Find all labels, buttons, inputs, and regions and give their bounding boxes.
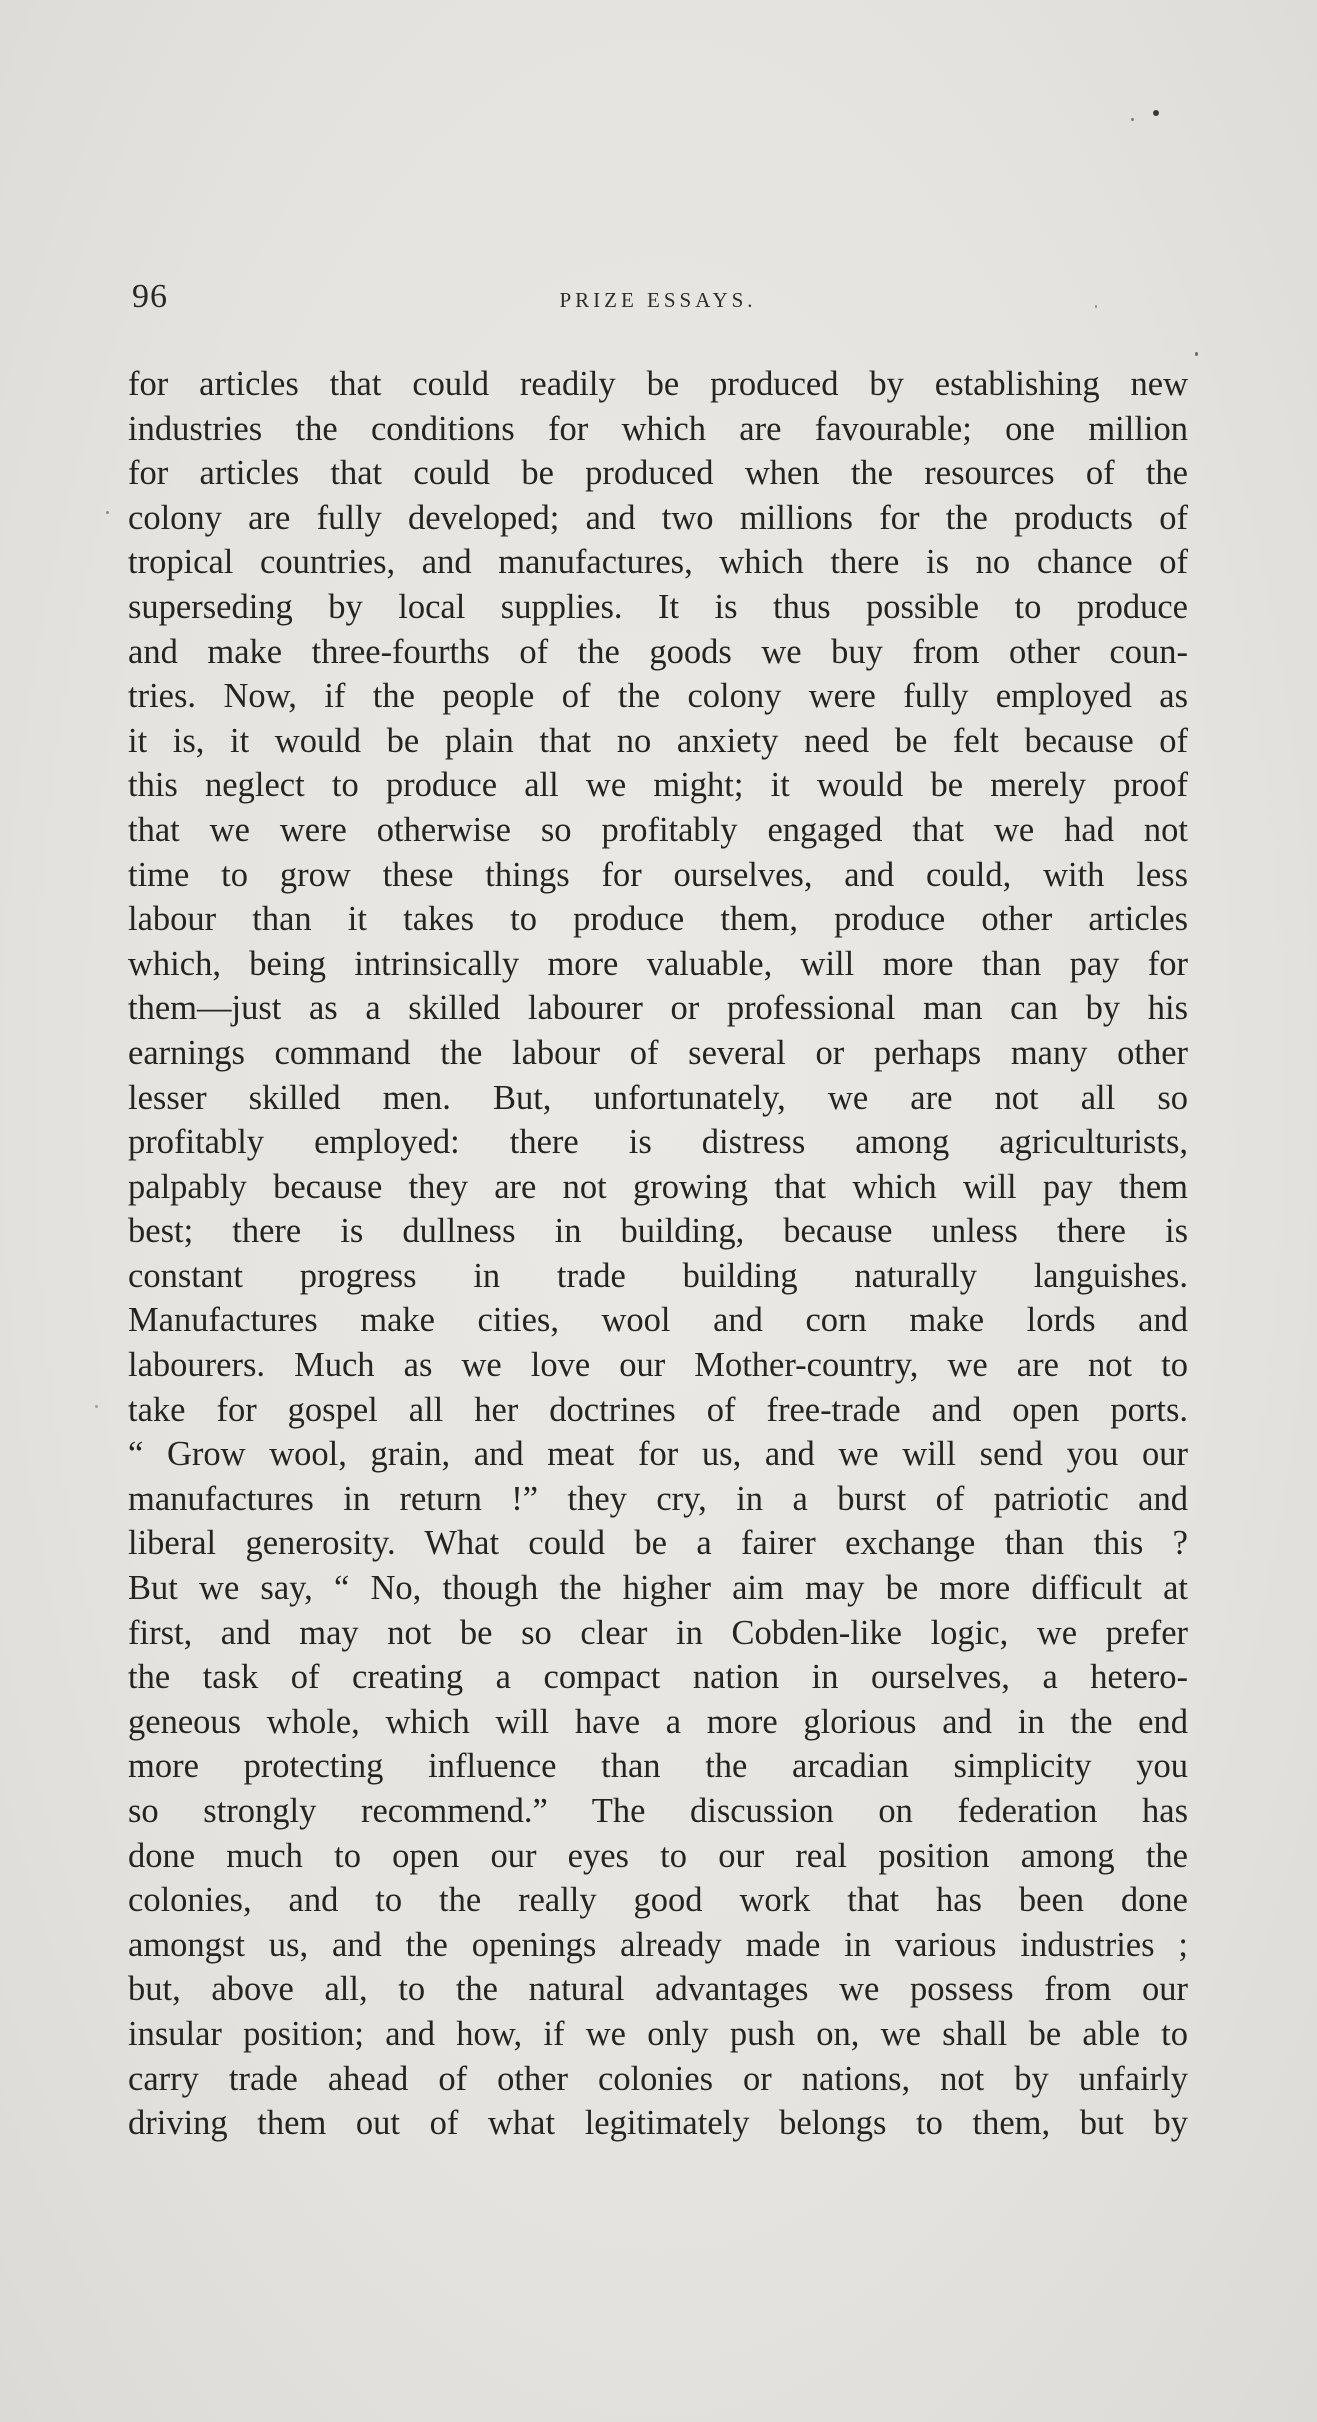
page-number: 96 <box>132 278 168 315</box>
running-head <box>128 278 1188 328</box>
text-line: more protecting influence than the arcadian simplicity you <box>128 1747 1188 1786</box>
text-line: industries the conditions for which are favourable; one million <box>128 409 1188 448</box>
text-line: this neglect to produce all we might; it would be merely proof <box>128 766 1188 805</box>
text-line: it is, it would be plain that no anxiety need be felt because of <box>128 721 1188 760</box>
text-line: colony are fully developed; and two millions for the products of <box>128 498 1188 537</box>
ink-speck <box>1195 352 1198 356</box>
ink-speck <box>1131 118 1134 121</box>
text-line: them—just as a skilled labourer or professional man can by his <box>128 989 1188 1028</box>
text-line: amongst us, and the openings already made in various industries ; <box>128 1925 1188 1964</box>
text-line: so strongly recommend.” The discussion on federation has <box>128 1792 1188 1830</box>
text-line: first, and may not be so clear in Cobden-like logic, we prefer <box>128 1613 1188 1652</box>
text-line: labourers. Much as we love our Mother-country, we are not to <box>128 1346 1188 1385</box>
text-line: insular position; and how, if we only push on, we shall be able to <box>128 2014 1188 2053</box>
text-line: that we were otherwise so profitably engaged that we had not <box>128 810 1188 849</box>
text-line: tries. Now, if the people of the colony were fully employed as <box>128 677 1188 716</box>
text-line: labour than it takes to produce them, produce other articles <box>128 900 1188 939</box>
text-line: constant progress in trade building naturally languishes. <box>128 1256 1188 1295</box>
text-line: earnings command the labour of several or perhaps many other <box>128 1033 1188 1072</box>
text-line: Manufactures make cities, wool and corn make lords and <box>128 1301 1188 1340</box>
text-line: colonies, and to the really good work that has been done <box>128 1881 1188 1920</box>
ink-speck <box>95 1405 98 1408</box>
text-line: “ Grow wool, grain, and meat for us, and we will send you our <box>128 1435 1188 1474</box>
running-title: PRIZE ESSAYS. <box>559 288 757 312</box>
body-paragraph <box>128 362 1188 2146</box>
text-line: palpably because they are not growing that which will pay them <box>128 1167 1188 1206</box>
text-line: geneous whole, which will have a more glorious and in the end <box>128 1702 1188 1741</box>
text-line: best; there is dullness in building, because unless there is <box>128 1212 1188 1251</box>
text-line: which, being intrinsically more valuable, will more than pay for <box>128 944 1188 983</box>
text-line: time to grow these things for ourselves, and could, with less <box>128 855 1188 894</box>
text-line: carry trade ahead of other colonies or nations, not by unfairly <box>128 2059 1188 2098</box>
text-line: superseding by local supplies. It is thus possible to produce <box>128 587 1188 626</box>
text-line: driving them out of what legitimately belongs to them, but by <box>128 2104 1188 2143</box>
text-line: for articles that could readily be produced by establishing new <box>128 365 1188 403</box>
text-line: and make three-fourths of the goods we buy from other coun- <box>128 632 1188 671</box>
text-line: take for gospel all her doctrines of free-trade and open ports. <box>128 1390 1188 1429</box>
text-line: for articles that could be produced when the resources of the <box>128 454 1188 493</box>
ink-speck <box>1153 110 1159 116</box>
ink-speck <box>106 511 109 514</box>
text-line: tropical countries, and manufactures, which there is no chance of <box>128 543 1188 582</box>
text-line: liberal generosity. What could be a fairer exchange than this ? <box>128 1524 1188 1563</box>
text-line: but, above all, to the natural advantages we possess from our <box>128 1970 1188 2009</box>
text-line: But we say, “ No, though the higher aim may be more difficult at <box>128 1569 1188 1608</box>
text-line: done much to open our eyes to our real position among the <box>128 1836 1188 1875</box>
text-line: lesser skilled men. But, unfortunately, we are not all so <box>128 1078 1188 1117</box>
text-line: profitably employed: there is distress among agriculturists, <box>128 1123 1188 1162</box>
text-line: manufactures in return !” they cry, in a burst of patriotic and <box>128 1479 1188 1518</box>
text-line: the task of creating a compact nation in ourselves, a hetero- <box>128 1658 1188 1697</box>
